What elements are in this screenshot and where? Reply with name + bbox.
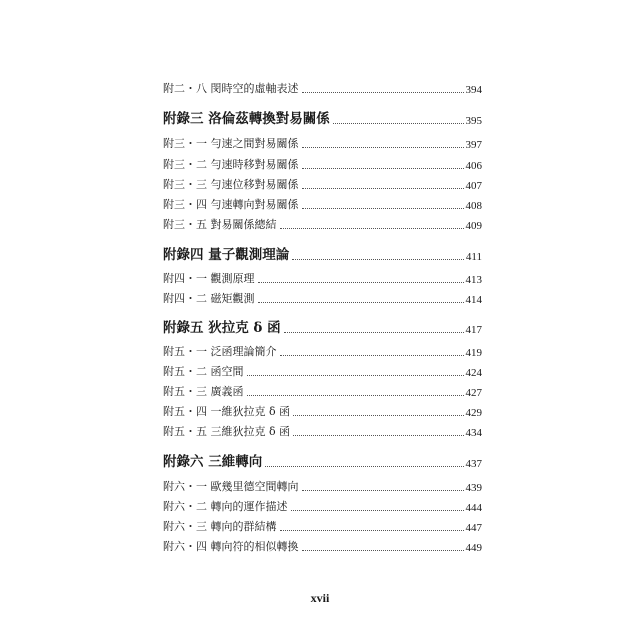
toc-entry (163, 419, 482, 439)
dot-leader (258, 302, 464, 303)
entry-title: 附三・五 對易關係總結 (163, 218, 277, 231)
toc-entry (163, 534, 482, 554)
entry-page-number: 429 (465, 407, 482, 419)
toc-entry (163, 359, 482, 379)
entry-page-number: 449 (465, 542, 482, 554)
entry-title: 附四・一 觀測原理 (163, 272, 255, 285)
dot-leader (302, 92, 464, 93)
dot-leader (258, 282, 464, 283)
dot-leader (280, 355, 464, 356)
toc-entry (163, 212, 482, 232)
entry-title: 附六・四 轉向符的相似轉換 (163, 540, 299, 553)
entry-title: 附四・二 磁矩觀測 (163, 292, 255, 305)
toc-section-heading (163, 107, 482, 127)
dot-leader (302, 490, 464, 491)
toc-entry (163, 152, 482, 172)
entry-page-number: 413 (465, 274, 482, 286)
toc-entry (163, 474, 482, 494)
dot-leader (284, 332, 464, 333)
entry-title: 附六・一 歐幾里德空間轉向 (163, 480, 299, 493)
dot-leader (302, 188, 464, 189)
entry-page-number: 427 (465, 387, 482, 399)
entry-title: 附五・四 一維狄拉克 δ 函 (163, 405, 291, 418)
toc-entry (163, 379, 482, 399)
toc-section-heading (163, 450, 482, 470)
entry-page-number: 447 (465, 522, 482, 534)
entry-page-number: 419 (465, 347, 482, 359)
toc-entry (163, 172, 482, 192)
entry-title: 附三・一 勻速之間對易關係 (163, 137, 299, 150)
toc-entry (163, 339, 482, 359)
entry-title: 附五・二 函空間 (163, 365, 244, 378)
dot-leader (302, 208, 464, 209)
toc-section-heading (163, 316, 482, 336)
toc-entry (163, 192, 482, 212)
dot-leader (333, 123, 464, 124)
section-page-number: 417 (465, 324, 482, 336)
dot-leader (247, 375, 464, 376)
section-title: 附錄四 量子觀測理論 (163, 247, 290, 263)
dot-leader (302, 147, 464, 148)
entry-title: 附五・五 三維狄拉克 δ 函 (163, 425, 291, 438)
dot-leader (293, 415, 463, 416)
toc-entry (163, 76, 482, 96)
entry-page-number: 406 (465, 160, 482, 172)
entry-page-number: 407 (465, 180, 482, 192)
toc-entry (163, 286, 482, 306)
entry-title: 附三・三 勻速位移對易關係 (163, 178, 299, 191)
dot-leader (302, 168, 464, 169)
entry-page-number: 424 (465, 367, 482, 379)
section-page-number: 411 (465, 251, 482, 263)
toc-entry (163, 399, 482, 419)
dot-leader (291, 510, 464, 511)
entry-title: 附六・二 轉向的運作描述 (163, 500, 288, 513)
toc-entry (163, 494, 482, 514)
entry-page-number: 434 (465, 427, 482, 439)
toc-entry (163, 514, 482, 534)
entry-title: 附六・三 轉向的群結構 (163, 520, 277, 533)
toc-entry (163, 131, 482, 151)
dot-leader (280, 228, 464, 229)
entry-page-number: 409 (465, 220, 482, 232)
entry-page-number: 444 (465, 502, 482, 514)
dot-leader (292, 259, 464, 260)
entry-page-number: 439 (465, 482, 482, 494)
section-title: 附錄六 三維轉向 (163, 454, 263, 470)
section-page-number: 395 (465, 115, 482, 127)
dot-leader (247, 395, 464, 396)
entry-title: 附二・八 閔時空的虛軸表述 (163, 82, 299, 95)
entry-page-number: 414 (465, 294, 482, 306)
dot-leader (302, 550, 464, 551)
entry-title: 附五・三 廣義函 (163, 385, 244, 398)
entry-title: 附五・一 泛函理論簡介 (163, 345, 277, 358)
entry-title: 附三・二 勻速時移對易關係 (163, 158, 299, 171)
entry-page-number: 394 (465, 84, 482, 96)
page-folio: xvii (310, 591, 330, 605)
entry-page-number: 408 (465, 200, 482, 212)
toc-section-heading (163, 243, 482, 263)
entry-page-number: 397 (465, 139, 482, 151)
dot-leader (293, 435, 463, 436)
dot-leader (280, 530, 464, 531)
entry-title: 附三・四 勻速轉向對易關係 (163, 198, 299, 211)
section-title: 附錄三 洛倫茲轉換對易關係 (163, 111, 330, 127)
dot-leader (265, 466, 463, 467)
toc-entry (163, 266, 482, 286)
section-title: 附錄五 狄拉克 δ 函 (163, 320, 281, 336)
section-page-number: 437 (465, 458, 482, 470)
